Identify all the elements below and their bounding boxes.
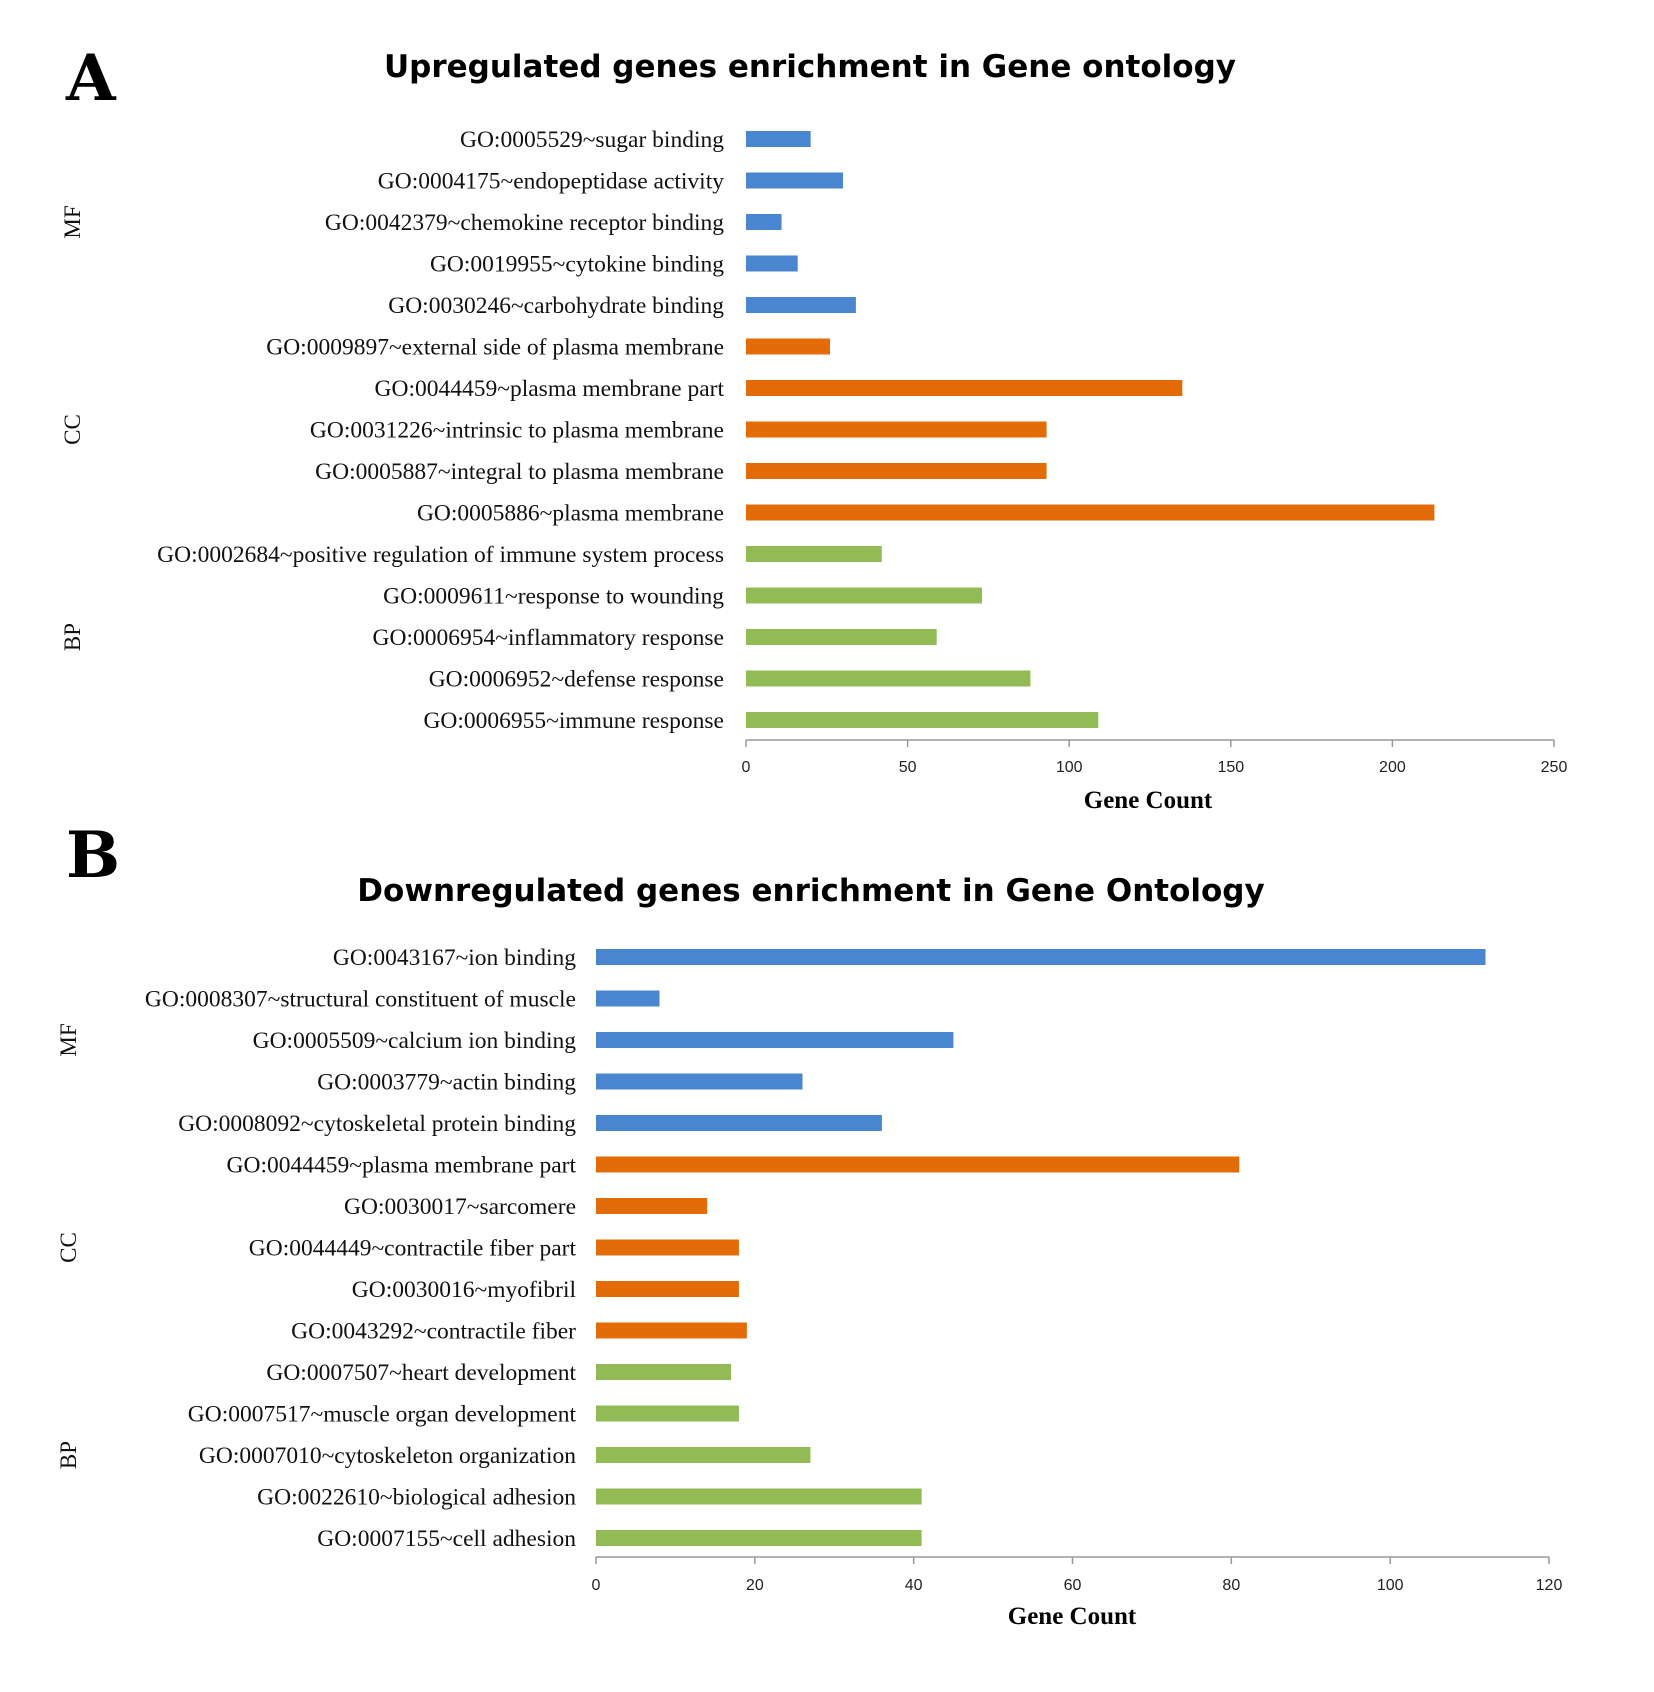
category-label: GO:0005529~sugar binding	[459, 127, 724, 153]
group-labels	[56, 1023, 81, 1469]
group-labels	[60, 205, 85, 651]
category-label: GO:0044449~contractile fiber part	[248, 1235, 576, 1262]
bar	[746, 297, 856, 313]
category-label: GO:0007010~cytoskeleton organization	[198, 1443, 576, 1469]
x-tick-label: 120	[1535, 1577, 1563, 1594]
x-tick-label: 250	[1540, 759, 1568, 776]
bar	[746, 256, 798, 272]
bar	[746, 422, 1047, 438]
bar	[596, 1240, 739, 1256]
bar	[596, 1281, 739, 1297]
bar	[596, 1074, 802, 1090]
x-tick-label: 200	[1379, 759, 1406, 776]
category-labels	[157, 127, 724, 734]
x-tick-label: 0	[591, 1577, 601, 1594]
x-tick-label: 100	[1376, 1577, 1404, 1594]
category-label: GO:0004175~endopeptidase activity	[377, 168, 724, 195]
bar	[746, 588, 982, 604]
bar	[746, 380, 1182, 396]
category-label: GO:0008092~cytoskeletal protein binding	[178, 1111, 576, 1137]
category-label: GO:0006955~immune response	[423, 708, 724, 734]
x-tick-label: 20	[745, 1577, 764, 1594]
bar	[596, 1198, 707, 1214]
category-label: GO:0007507~heart development	[266, 1360, 576, 1386]
bar	[596, 991, 660, 1007]
bar	[746, 131, 811, 147]
category-label: GO:0030016~myofibril	[351, 1277, 576, 1303]
panel-letter: B	[66, 818, 121, 893]
category-label: GO:0006954~inflammatory response	[372, 625, 724, 651]
panel-a	[60, 41, 1567, 814]
category-label: GO:0006952~defense response	[428, 666, 724, 693]
x-axis-title: Gene Count	[1007, 1603, 1137, 1630]
bar	[596, 1364, 731, 1380]
category-label: GO:0005509~calcium ion binding	[252, 1028, 576, 1054]
bar	[596, 1489, 922, 1505]
group-label: BP	[56, 1440, 81, 1470]
bar	[746, 505, 1434, 521]
group-label: MF	[56, 1023, 81, 1057]
x-tick-label: 60	[1063, 1577, 1082, 1594]
bar	[746, 214, 782, 230]
category-label: GO:0031226~intrinsic to plasma membrane	[309, 417, 724, 444]
category-label: GO:0022610~biological adhesion	[257, 1484, 576, 1511]
bar	[596, 1115, 882, 1131]
panel-letter: A	[66, 41, 116, 116]
category-label: GO:0043292~contractile fiber	[291, 1318, 576, 1345]
x-tick-label: 80	[1222, 1577, 1241, 1594]
category-label: GO:0003779~actin binding	[317, 1069, 576, 1096]
x-tick-label: 50	[898, 759, 917, 776]
group-label: MF	[60, 205, 85, 239]
category-label: GO:0005887~integral to plasma membrane	[315, 459, 724, 485]
bar	[596, 1406, 739, 1422]
bar-group	[746, 131, 1434, 728]
category-label: GO:0002684~positive regulation of immune system process	[157, 542, 724, 568]
category-label: GO:0009611~response to wounding	[383, 583, 724, 610]
x-tick-label: 150	[1217, 759, 1245, 776]
panel-b	[56, 818, 1562, 1630]
category-label: GO:0008307~structural constituent of muscle	[144, 986, 576, 1013]
category-label: GO:0030017~sarcomere	[344, 1194, 576, 1220]
x-axis-title: Gene Count	[1083, 787, 1213, 814]
x-axis	[742, 740, 1568, 776]
bar	[746, 629, 937, 645]
bar	[596, 1032, 953, 1048]
category-label: GO:0007155~cell adhesion	[317, 1526, 576, 1552]
category-label: GO:0044459~plasma membrane part	[374, 376, 724, 402]
bar	[596, 1157, 1239, 1173]
bar	[596, 1447, 810, 1463]
category-label: GO:0007517~muscle organ development	[187, 1401, 576, 1428]
chart-title: Downregulated genes enrichment in Gene Ontology	[357, 873, 1265, 909]
bar	[746, 173, 843, 189]
category-labels	[145, 945, 577, 1552]
x-tick-label: 0	[741, 759, 751, 776]
group-label: CC	[60, 414, 85, 445]
category-label: GO:0030246~carbohydrate binding	[388, 293, 724, 319]
category-label: GO:0005886~plasma membrane	[416, 500, 724, 527]
group-label: CC	[56, 1232, 81, 1263]
x-axis	[592, 1557, 1563, 1594]
category-label: GO:0009897~external side of plasma membrane	[266, 334, 724, 361]
bar	[596, 1530, 922, 1546]
bar	[746, 546, 882, 562]
bar	[746, 463, 1047, 479]
chart-title: Upregulated genes enrichment in Gene ontology	[384, 49, 1236, 85]
category-label: GO:0042379~chemokine receptor binding	[324, 210, 724, 236]
bar-group	[596, 949, 1485, 1546]
bar	[596, 949, 1485, 965]
x-tick-label: 100	[1055, 759, 1083, 776]
bar	[746, 339, 830, 355]
bar	[746, 671, 1030, 687]
category-label: GO:0043167~ion binding	[332, 945, 576, 971]
bar	[746, 712, 1098, 728]
group-label: BP	[60, 622, 85, 652]
bar	[596, 1323, 747, 1339]
category-label: GO:0019955~cytokine binding	[429, 251, 724, 278]
category-label: GO:0044459~plasma membrane part	[226, 1152, 576, 1179]
x-tick-label: 40	[904, 1577, 923, 1594]
